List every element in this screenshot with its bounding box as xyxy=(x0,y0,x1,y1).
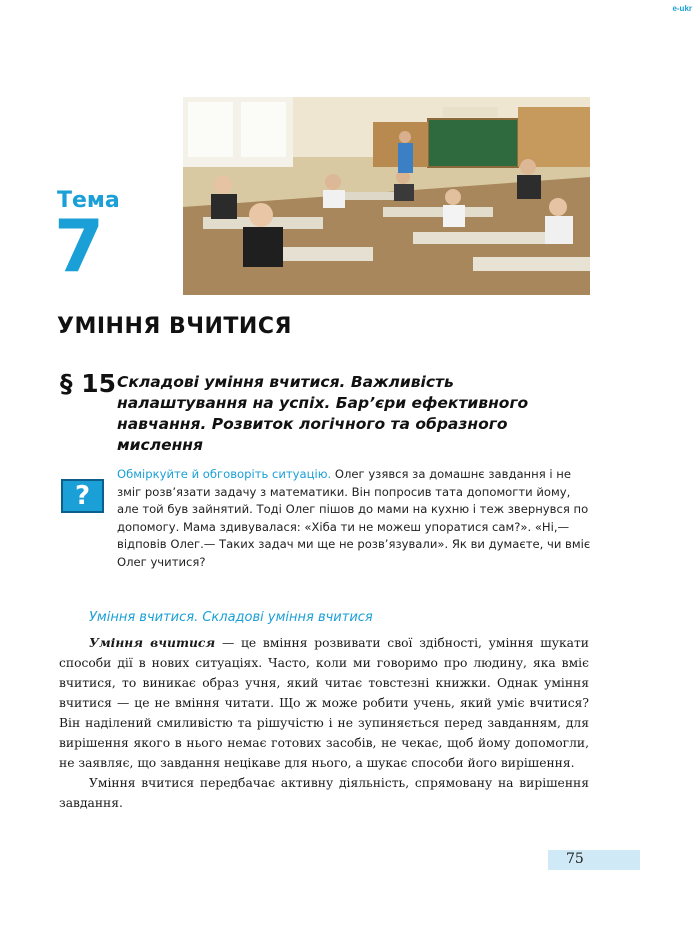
question-icon: ? xyxy=(61,479,104,513)
body-paragraph-1 xyxy=(59,633,589,773)
paragraph-title: Складові уміння вчитися. Важливість налаштування на успіх. Бар’єри ефективного навчання. Розвиток логічного та образного мислення xyxy=(117,373,529,454)
page-number: 75 xyxy=(566,851,584,867)
chapter-title: УМІННЯ ВЧИТИСЯ xyxy=(57,314,292,339)
discussion-lead: Обміркуйте й обговоріть ситуацію. xyxy=(117,467,332,481)
page-number-box xyxy=(548,850,640,870)
body-paragraph-2: Уміння вчитися передбачає активну діяльність, спрямовану на вирішення завдання. xyxy=(59,776,589,810)
discussion-task xyxy=(117,466,592,571)
theme-label: Тема xyxy=(57,188,120,213)
classroom-photo xyxy=(183,97,590,295)
paragraph-number: § 15 xyxy=(60,369,116,398)
body-paragraph-1-text: — це вміння розвивати свої здібності, уміння шукати способи дії в нових ситуаціях. Часто, коли ми говоримо про людину, яка вміє вчитися, то виникає образ учня, який читає товстезні книжки. Однак уміння вчитися — це не вміння читати. Що ж може робити учень, який уміє вчитися? Він наділений смиливістю та рішучістю і не зупиняється перед завданням, для вирішення якого в нього немає готових засобів, не чекає, щоб йому допомогли, не заявляє, що завдання нецікаве для нього, а шукає способи його вирішення. xyxy=(59,636,589,770)
theme-number: 7 xyxy=(54,204,105,288)
classroom-photo-illustration xyxy=(183,97,590,295)
section-subheading: Уміння вчитися. Складові уміння вчитися xyxy=(89,610,373,625)
body-text xyxy=(59,633,589,813)
publisher-logo: e-ukr xyxy=(672,4,692,13)
discussion-text: Олег узявся за домашнє завдання і не зміг розв’язати задачу з математики. Він попросив тата допомогти йому, але той був зайнятий. Тоді Олег пішов до мами на кухню і теж звернувся по допомогу. Мама здивувалася: «Хіба ти не можеш упоратися сам?». «Ні,— відповів Олег.— Таких задач ми ще не розв’язували». Як ви думаєте, чи вміє Олег учитися? xyxy=(117,467,591,569)
defined-term: Уміння вчитися xyxy=(89,635,216,650)
